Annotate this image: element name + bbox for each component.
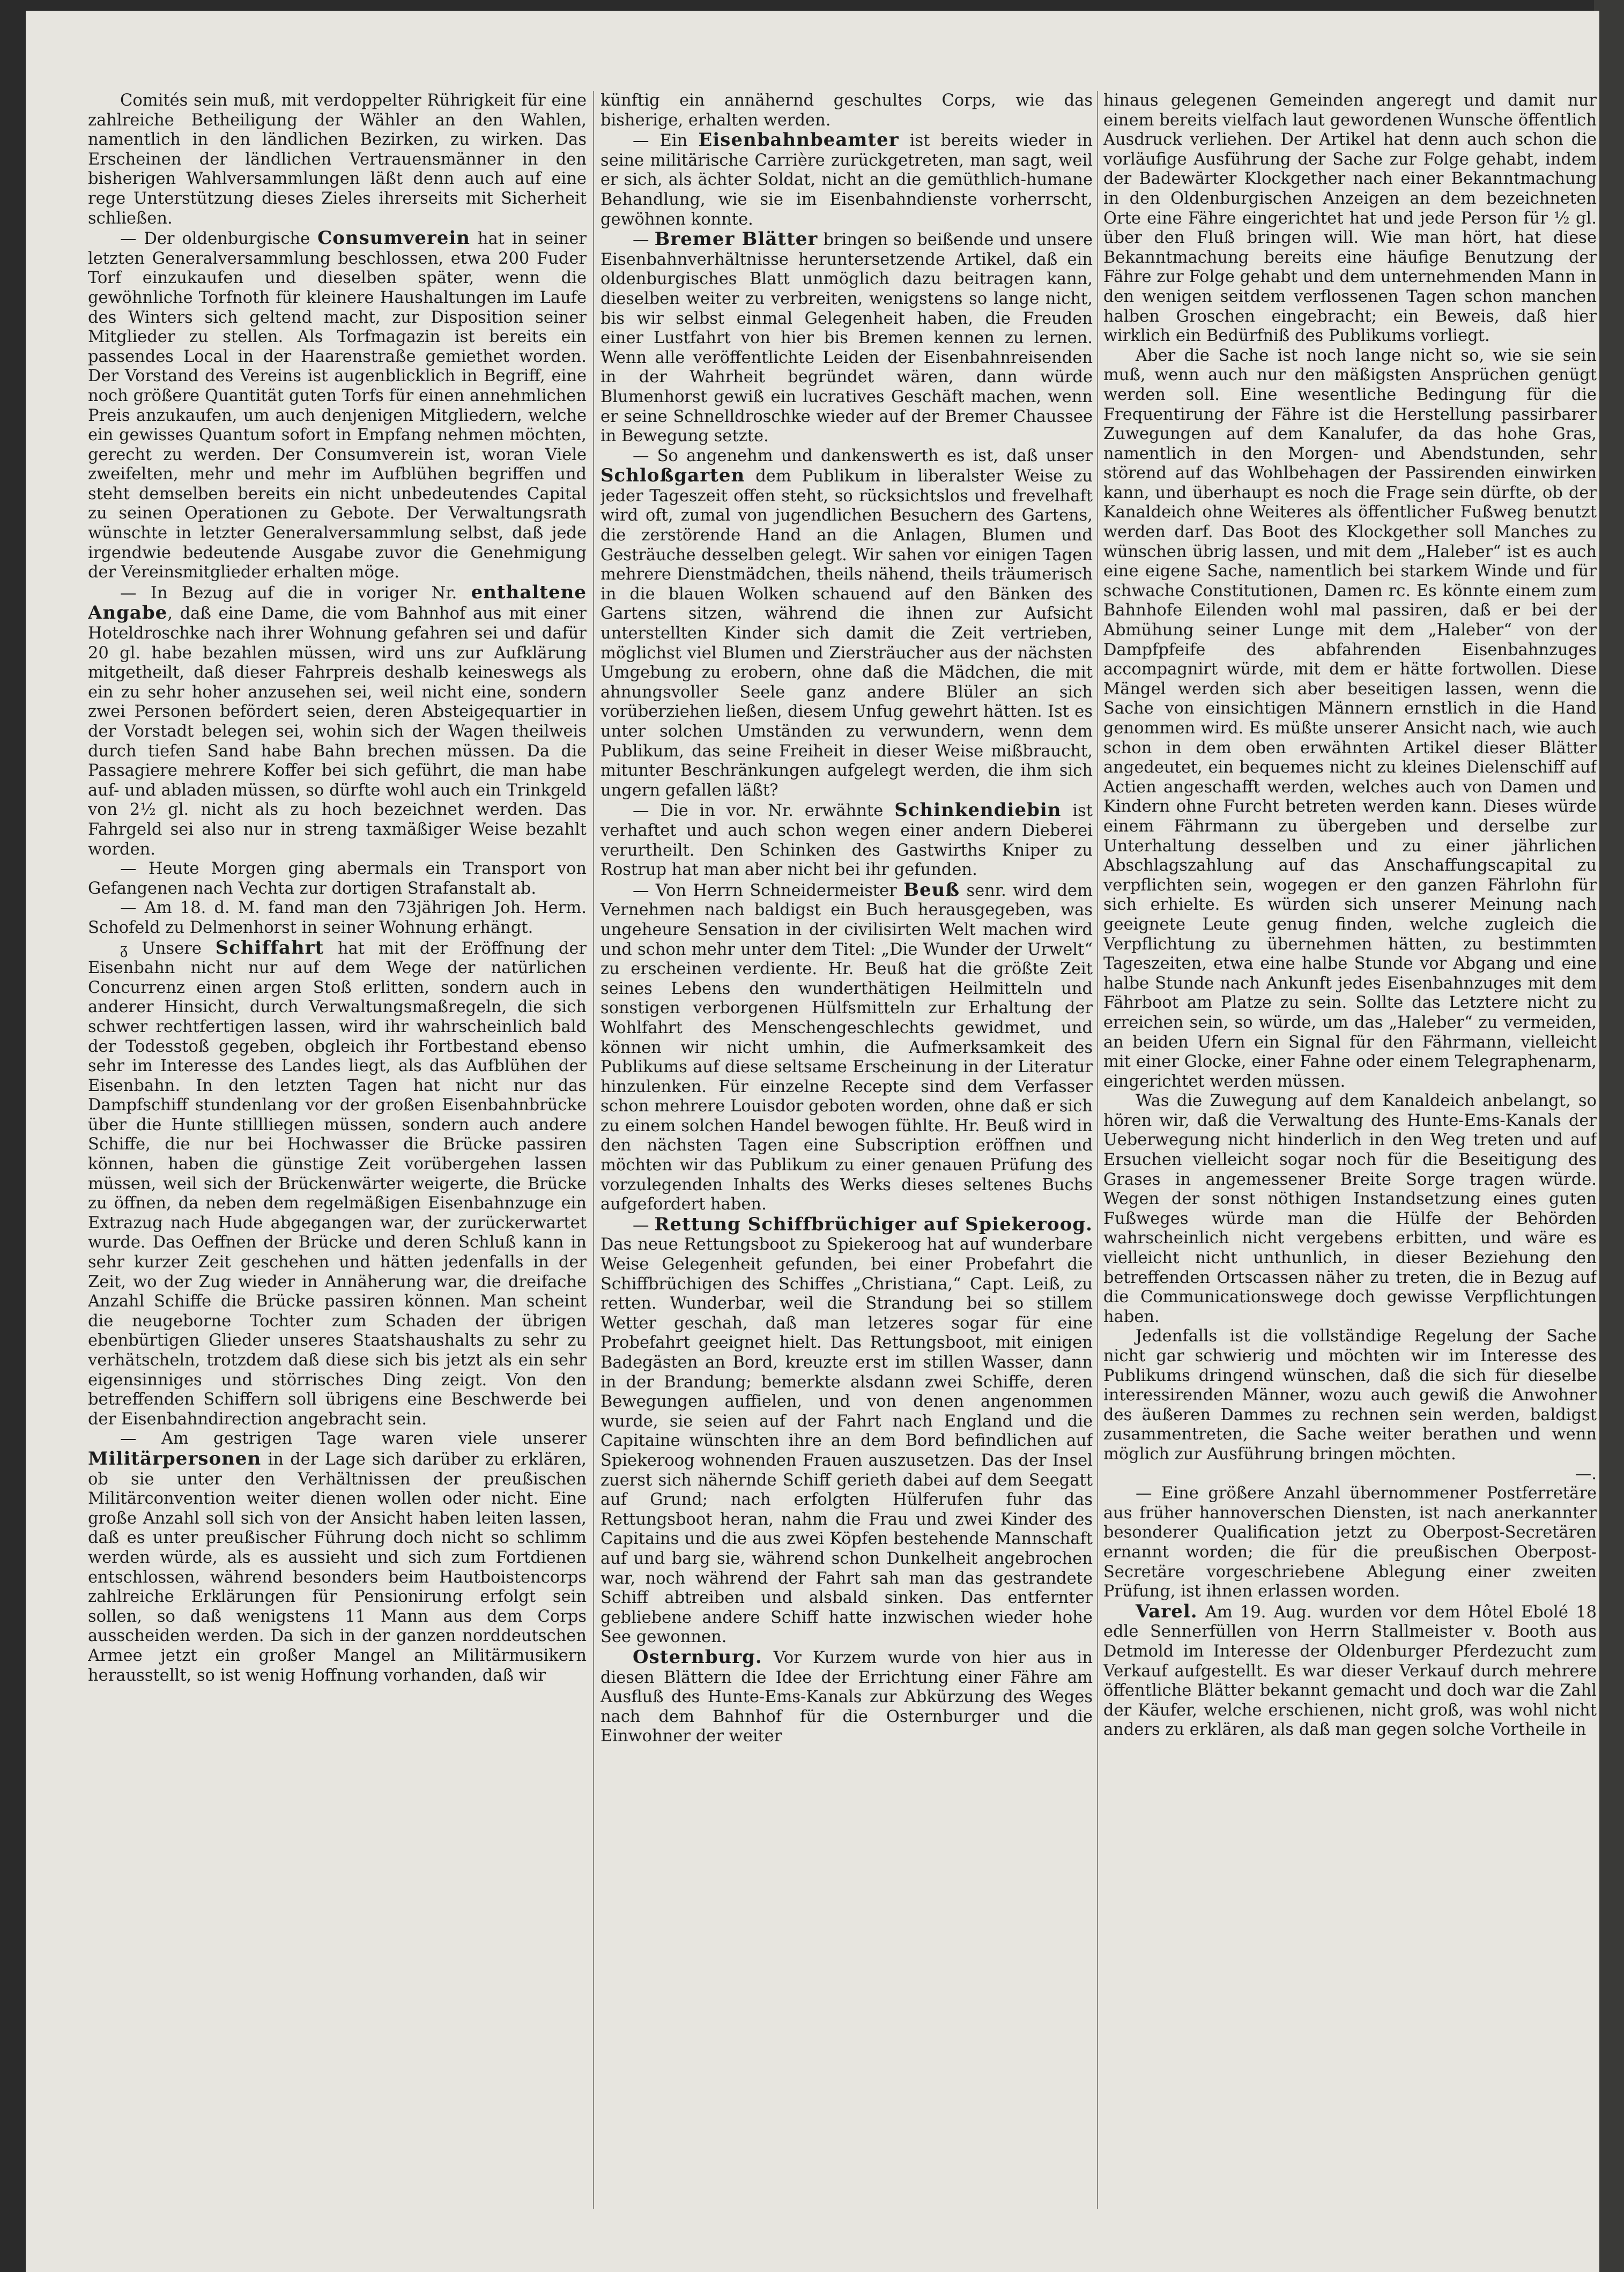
article-paragraph <box>600 800 1093 880</box>
column-divider <box>593 91 594 2209</box>
article-heading: enthaltene Angabe <box>88 581 587 624</box>
column-3 <box>1103 91 1597 2209</box>
article-text: Was die Zuwegung auf dem Kanaldeich anbelangt, so hören wir, daß die Verwaltung des Hunte-Ems-Kanals der Ueberwegung nicht hinderlich in den Weg treten und auf Ersuchen vielleicht sogar noch für die Beseitigung des Grases in angemessener Breite Sorge tragen würde. Wegen der sonst nöthigen Instandsetzung eines guten Fußweges würde man die Hülfe der Behörden wahrscheinlich nicht vergebens erbitten, und wäre es vielleicht nicht unthunlich, in dieser Beziehung den betreffenden Ortscassen näher zu treten, die in Bezug auf die Communicationswege doch gewisse Verpflichtungen haben. <box>1103 1092 1597 1326</box>
article-paragraph <box>600 447 1093 801</box>
article-text: in der Lage sich darüber zu erklären, ob sie unter den Verhältnissen der preußischen Militärconvention weiter dienen wollen oder nicht. Eine große Anzahl soll sich von der Ansicht haben leiten lassen, daß es unter preußischer Führung doch nicht so schlimm werden würde, als es aussieht und sich zum Fortdienen entschlossen, während besonders beim Hautboistencorps zahlreiche Erklärungen für Pensionirung erfolgt sein sollen, so daß wenigstens 11 Mann aus dem Corps ausscheiden werden. Da sich in der ganzen norddeutschen Armee jetzt ein großer Mangel an Militärmusikern herausstellt, so ist wenig Hoffnung vorhanden, daß wir <box>88 1450 587 1685</box>
article-paragraph <box>600 1647 1093 1747</box>
article-heading: Rettung Schiffbrüchiger auf Spiekeroog. <box>654 1213 1093 1235</box>
column-2 <box>600 91 1093 2209</box>
article-paragraph <box>88 583 587 859</box>
article-paragraph <box>600 91 1093 130</box>
article-text: hat in seiner letzten Generalversammlung beschlossen, etwa 200 Fuder Torf einzukaufen und dieselben später, wenn die gewöhnliche Torfnoth für kleinere Haushaltungen im Laufe des Winters sich geltend macht, zur Disposition seiner Mitglieder zu stellen. Als Torfmagazin ist bereits ein passendes Local in der Haarenstraße gemiethet worden. Der Vorstand des Vereins ist augenblicklich in Begriff, eine noch größere Quantität guten Torfs für einen annehmlichen Preis anzukaufen, um auch denjenigen Mitgliedern, welche ein gewisses Quantum sofort in Empfang nehmen möchten, gerecht zu werden. Der Consumverein ist, woran Viele zweifelten, mehr und mehr im Aufblühen begriffen und steht demselben bereits ein nicht unbedeutendes Capital zu seinen Operationen zu Gebote. Der Verwaltungsrath wünschte in letzter Generalversammlung selbst, daß jede irgendwie bedeutende Ausgabe zuvor die Genehmigung der Vereinsmitglieder erhalten möge. <box>88 229 587 582</box>
article-heading: Schinkendiebin <box>894 799 1062 821</box>
article-text: hat mit der Eröffnung der Eisenbahn nicht nur auf dem Wege der natürlichen Concurrenz einen argen Stoß erlitten, sondern auch in anderer Hinsicht, durch Verwaltungsmaßregeln, die sich schwer rechtfertigen lassen, wird ihr wahrscheinlich bald der Todesstoß gegeben, obgleich ihr Fortbestand ebenso sehr im Interesse des Landes liegt, als das Aufblühen der Eisenbahn. In den letzten Tagen hat nicht nur das Dampfschiff stundenlang vor der großen Eisenbahnbrücke über die Hunte stillliegen müssen, sondern auch andere Schiffe, die nur bei Hochwasser die Brücke passiren können, haben die günstige Zeit vorübergehen lassen müssen, weil sich der Brückenwärter weigerte, die Brücke zu öffnen, da neben dem regelmäßigen Eisenbahnzuge ein Extrazug nach Hude abgegangen war, der zurückerwartet wurde. Das Oeffnen der Brücke und deren Schluß kann in sehr kurzer Zeit geschehen und hätten jedenfalls in der Zeit, wo der Zug wieder in Annäherung war, die dreifache Anzahl Schiffe die Brücke passiren können. Man scheint die neugeborne Tochter zum Schaden der übrigen ebenbürtigen Glieder unseres Staatshaushalts zu sehr zu verhätscheln, trotzdem daß diese sich bis jetzt als ein sehr eigensinniges und störrisches Ding zeigt. Von den betreffenden Schiffern soll übrigens eine Beschwerde bei der Eisenbahndirection angebracht sein. <box>88 939 587 1429</box>
newspaper-page <box>26 11 1599 2272</box>
article-text: — Die in vor. Nr. erwähnte <box>633 801 895 821</box>
article-heading: Beuß <box>903 879 960 901</box>
article-text: — Der oldenburgische <box>120 229 318 249</box>
article-text: — So angenehm und dankenswerth es ist, daß unser <box>633 446 1093 465</box>
article-heading: Militärpersonen <box>88 1447 262 1469</box>
article-text: Aber die Sache ist noch lange nicht so, wie sie sein muß, wenn auch nur den mäßigsten Ansprüchen genügt werden soll. Eine wesentliche Bedingung für die Frequentirung der Fähre ist die Herstellung passirbarer Zuwegungen auf dem Kanalufer, da das hohe Gras, namentlich in den Morgen- und Abendstunden, sehr störend auf das Wohlbehagen der Passirenden einwirken kann, und überhaupt es noch die Frage sein dürfte, ob der Kanaldeich ohne Weiteres als öffentlicher Fußweg benutzt werden darf. Das Boot des Klockgether soll Manches zu wünschen übrig lassen, und mit dem „Haleber“ ist es auch eine eigene Sache, namentlich bei starkem Winde und für schwache Constitutionen, Damen rc. Es könnte einem zum Bahnhofe Eilenden wohl mal passiren, daß er bei der Abmühung seiner Lunge mit dem „Haleber“ von der Dampfpfeife des abfahrenden Eisenbahnzuges accompagnirt würde, mit dem er hätte fortwollen. Diese Mängel werden sich aber beseitigen lassen, wenn die Sache von einsichtigen Männern ernstlich in die Hand genommen wird. Es müßte unserer Ansicht nach, wie auch schon in dem oben erwähnten Artikel dieser Blätter angedeutet, ein bequemes nicht zu kleines Dielenschiff auf Actien angeschafft werden, welches auch von Damen und Kindern ohne Furcht betreten werden kann. Dieses würde einem Fährmann zu übergeben und derselbe zur Unterhaltung desselben und zu einer jährlichen Abschlagszahlung auf das Anschaffungscapital zu verpflichten sein, wogegen er den ganzen Fährlohn für sich erhielte. Es würden sich unserer Meinung nach geeignete Leute genug finden, welche zugleich die Verpflichtung zu übernehmen hätten, zu bestimmten Tageszeiten, etwa eine halbe Stunde vor Abgang und eine halbe Stunde nach Ankunft jedes Eisenbahnzuges mit dem Fährboot am Platze zu sein. Sollte das Letztere nicht zu erreichen sein, so würde, um das „Haleber“ zu vermeiden, an beiden Ufern ein Signal für den Fährmann, vielleicht mit einer Glocke, einer Fahne oder einem Telegraphenarm, eingerichtet werden müssen. <box>1103 346 1597 1091</box>
article-heading: Schloßgarten <box>600 465 745 487</box>
article-text: — Am gestrigen Tage waren viele unserer <box>120 1429 587 1449</box>
article-heading: Varel. <box>1136 1600 1198 1622</box>
article-text: Das neue Rettungsboot zu Spiekeroog hat auf wunderbare Weise Gelegenheit gefunden, bei einer Probefahrt die Schiffbrüchigen des Schiffes „Christiana,“ Capt. Leiß, zu retten. Wunderbar, weil die Strandung bei so stillem Wetter geschah, daß man letzeres sogar für eine Probefahrt geeignet hielt. Das Rettungsboot, mit einigen Badegästen an Bord, kreuzte erst im stillen Wasser, dann in der Brandung; bemerkte alsdann zwei Schiffe, deren Bewegungen auffielen, und von denen angenommen wurde, sie seien auf der Fahrt nach England und die Capitaine wünschten ihre an dem Bord befindlichen auf Spiekeroog wohnenden Frauen auszusetzen. Das der Insel zuerst sich nähernde Schiff gerieth dabei auf dem Seegatt auf Grund; nach erfolgten Hülferufen fuhr das Rettungsboot heran, nahm die Frau und zwei Kinder des Capitains und die aus zwei Köpfen bestehende Mannschaft auf und barg sie, während schon Dunkelheit angebrochen war, noch während der Fahrt sah man das gestrandete Schiff abtreiben und alsbald sinken. Das entfernter gebliebene andere Schiff hatte inzwischen wieder hohe See gewonnen. <box>600 1235 1093 1647</box>
article-paragraph <box>88 1429 587 1686</box>
article-heading: Schiffahrt <box>215 937 324 959</box>
article-text: Am 19. Aug. wurden vor dem Hôtel Ebolé 18 edle Sennerfüllen von Herrn Stallmeister v. Booth aus Detmold im Interesse der Oldenburger Pferdezucht zum Verkauf aufgestellt. Es war dieser Verkauf durch mehrere öffentliche Blätter bekannt gemacht und doch war die Zahl der Käufer, welche erschienen, nicht groß, was wohl nicht anders zu erklären, als daß man gegen solche Vortheile in <box>1103 1602 1597 1740</box>
article-text: — Eine größere Anzahl übernommener Postferretäre aus früher hannoverschen Diensten, ist nach anerkannter besonderer Qualification jetzt zu Oberpost-Secretären ernannt worden; die für die preußischen Oberpost-Secretäre vorgeschriebene Ablegung einer zweiten Prüfung, ist ihnen erlassen worden. <box>1103 1484 1597 1601</box>
article-text: —. <box>1575 1464 1597 1483</box>
article-paragraph <box>88 228 587 583</box>
article-text: — Ein <box>633 131 699 151</box>
article-heading: Bremer Blätter <box>654 228 818 250</box>
article-paragraph <box>1103 1092 1597 1327</box>
article-text: bringen so beißende und unsere Eisenbahnverhältnisse heruntersetzende Artikel, daß ein oldenburgisches Blatt unmöglich dazu beitragen kann, dieselben weiter zu verbreiten, wenigstens so lange nicht, bis wir selbst einmal Gelegenheit haben, die Freuden einer Lustfahrt von hier bis Bremen kennen zu lernen. Wenn alle veröffentlichte Leiden der Eisenbahnreisenden in der Wahrheit begründet wären, dann würde Blumenhorst gewiß ein lucratives Geschäft machen, wenn er seine Schnelldroschke wieder auf der Bremer Chaussee in Bewegung setzte. <box>600 231 1093 446</box>
article-text: — In Bezug auf die in voriger Nr. <box>120 583 471 603</box>
article-text: ist verhaftet und auch schon wegen einer andern Dieberei verurtheilt. Den Schinken des Gastwirths Kniper zu Rostrup hat man aber nicht bei ihr gefunden. <box>600 801 1093 880</box>
article-text: dem Publikum in liberalster Weise zu jeder Tageszeit offen steht, so rücksichtslos und frevelhaft wird oft, zumal von jugendlichen Besuchern des Gartens, die zerstörende Hand an die Anlagen, Blumen und Gesträuche desselben gelegt. Wir sahen vor einigen Tagen mehrere Dienstmädchen, theils nähend, theils träumerisch in die blauen Wolken schauend auf den Bänken des Gartens sitzen, während die ihnen zur Aufsicht unterstellten Kinder sich damit die Zeit vertrieben, möglichst viel Blumen und Ziersträucher aus der nächsten Umgebung zu erobern, ohne daß die Mädchen, die mit ahnungsvoller Seele ganz andere Blüler an sich vorüberziehen ließen, diesem Unfug gewehrt hätten. Ist es unter solchen Umständen zu verwundern, wenn dem Publikum, das seine Freiheit in dieser Weise mißbraucht, mitunter Beschränkungen aufgelegt werden, die ihm sich ungern gefallen läßt? <box>600 467 1093 800</box>
article-paragraph <box>88 899 587 938</box>
article-paragraph <box>1103 346 1597 1092</box>
article-text: — Heute Morgen ging abermals ein Transport von Gefangenen nach Vechta zur dortigen Strafanstalt ab. <box>88 859 587 898</box>
article-heading: Osternburg. <box>633 1646 762 1668</box>
article-paragraph <box>88 938 587 1430</box>
article-paragraph <box>1103 91 1597 346</box>
article-paragraph <box>600 880 1093 1215</box>
article-text: Jedenfalls ist die vollständige Regelung der Sache nicht gar schwierig und möchten wir im Interesse des Publikums dringend wünschen, daß die sich für dieselbe interessirenden Männer, wozu auch gewiß die Anwohner des äußeren Dammes zu rechnen sein werden, baldigst zusammentreten, die Sache weiter berathen und wenn möglich zur Ausführung bringen möchten. <box>1103 1327 1597 1464</box>
article-heading: Eisenbahnbeamter <box>698 129 899 151</box>
article-paragraph <box>88 91 587 228</box>
article-paragraph <box>1103 1484 1597 1602</box>
article-heading: Consumverein <box>317 227 471 249</box>
article-paragraph <box>1103 1465 1597 1484</box>
article-text: — <box>633 1215 655 1235</box>
article-paragraph <box>600 229 1093 447</box>
article-text: — Am 18. d. M. fand man den 73jährigen Joh. Herm. Schofeld zu Delmenhorst in seiner Wohnung erhängt. <box>88 899 587 937</box>
article-text: — <box>633 231 655 250</box>
article-paragraph <box>1103 1327 1597 1464</box>
article-text: ᵹ Unsere <box>120 939 216 958</box>
article-text: hinaus gelegenen Gemeinden angeregt und damit nur einem bereits vielfach laut gewordenen Wunsche öffentlich Ausdruck verliehen. Der Artikel hat denn auch schon die vorläufige Ausführung der Sache zur Folge gehabt, indem der Badewärter Klockgether nach einer Bekanntmachung in den Oldenburgischen Anzeigen an dem bezeichneten Orte eine Fähre eingerichtet hat und jede Person für ½ gl. über den Fluß bringen will. Wie man hört, hat diese Bekanntmachung bereits eine häufige Benutzung der Fähre zur Folge gehabt und dem unternehmenden Mann in den wenigen seitdem verflossenen Tagen schon manchen halben Groschen eingebracht; ein Beweis, daß hier wirklich ein Bedürfniß des Publikums vorliegt. <box>1103 91 1597 346</box>
article-text: — Von Herrn Schneidermeister <box>633 881 904 900</box>
article-text: , daß eine Dame, die vom Bahnhof aus mit einer Hoteldroschke nach ihrer Wohnung gefahren sei und dafür 20 gl. habe bezahlen müssen, wird uns zur Aufklärung mitgetheilt, daß dieser Fahrpreis deshalb keineswegs als ein zu sehr hoher anzusehen sei, weil nicht eine, sondern zwei Personen befördert seien, deren Absteigequartier in der Vorstadt belegen sei, wohin sich der Wagen theilweis durch tiefen Sand habe Bahn brechen müssen. Da die Passagiere mehrere Koffer bei sich geführt, die man habe auf- und abladen müssen, so dürfte wohl auch ein Trinkgeld von 2½ gl. nicht als zu hoch bezeichnet werden. Das Fahrgeld sei also nur in streng taxmäßiger Weise bezahlt worden. <box>88 604 587 859</box>
article-paragraph <box>88 859 587 899</box>
article-paragraph <box>1103 1602 1597 1740</box>
article-text: Vor Kurzem wurde von hier aus in diesen Blättern die Idee der Errichtung einer Fähre am Ausfluß des Hunte-Ems-Kanals zur Abkürzung des Weges nach dem Bahnhof für die Osternburger und die Einwohner der weiter <box>600 1648 1093 1746</box>
article-text: ist bereits wieder in seine militärische Carrière zurückgetreten, man sagt, weil er sich, als ächter Soldat, nicht an die gemüthlich-humane Behandlung, wie sie im Eisenbahndienste vorherrscht, gewöhnen konnte. <box>600 131 1093 229</box>
article-paragraph <box>600 130 1093 229</box>
article-text: senr. wird dem Vernehmen nach baldigst ein Buch herausgegeben, was ungeheure Sensation in der civilisirten Welt machen wird und schon mehr unter dem Titel: „Die Wunder der Urwelt“ zu erscheinen verdiente. Hr. Beuß hat die größte Zeit seines Lebens den wunderthätigen Heilmitteln und sonstigen verborgenen Hülfsmitteln zur Erhaltung der Wohlfahrt des Menschengeschlechts gewidmet, und können wir nicht umhin, die Aufmerksamkeit des Publikums auf diese seltsame Erscheinung in der Literatur hinzulenken. Für einzelne Recepte sind dem Verfasser schon mehrere Louisdor geboten worden, ohne daß er sich zu einem solchen Handel bewogen fühlte. Hr. Beuß wird in den nächsten Tagen eine Subscription eröffnen und möchten wir das Publikum zu einer genauen Prüfung des vorzulegenden Inhalts des Werks dieses seltenes Buchs aufgefordert haben. <box>600 881 1093 1214</box>
article-text: Comités sein muß, mit verdoppelter Rührigkeit für eine zahlreiche Betheiligung der Wähler an den Wahlen, namentlich in den ländlichen Bezirken, zu wirken. Das Erscheinen der ländlichen Vertrauensmänner in den bisherigen Wahlversammlungen läßt denn auch auf eine rege Unterstützung dieses Zieles ihrerseits mit Sicherheit schließen. <box>88 91 587 228</box>
article-text: künftig ein annähernd geschultes Corps, wie das bisherige, erhalten werden. <box>600 91 1093 130</box>
article-paragraph <box>600 1215 1093 1647</box>
column-1 <box>88 91 587 2209</box>
column-divider <box>1097 91 1098 2209</box>
